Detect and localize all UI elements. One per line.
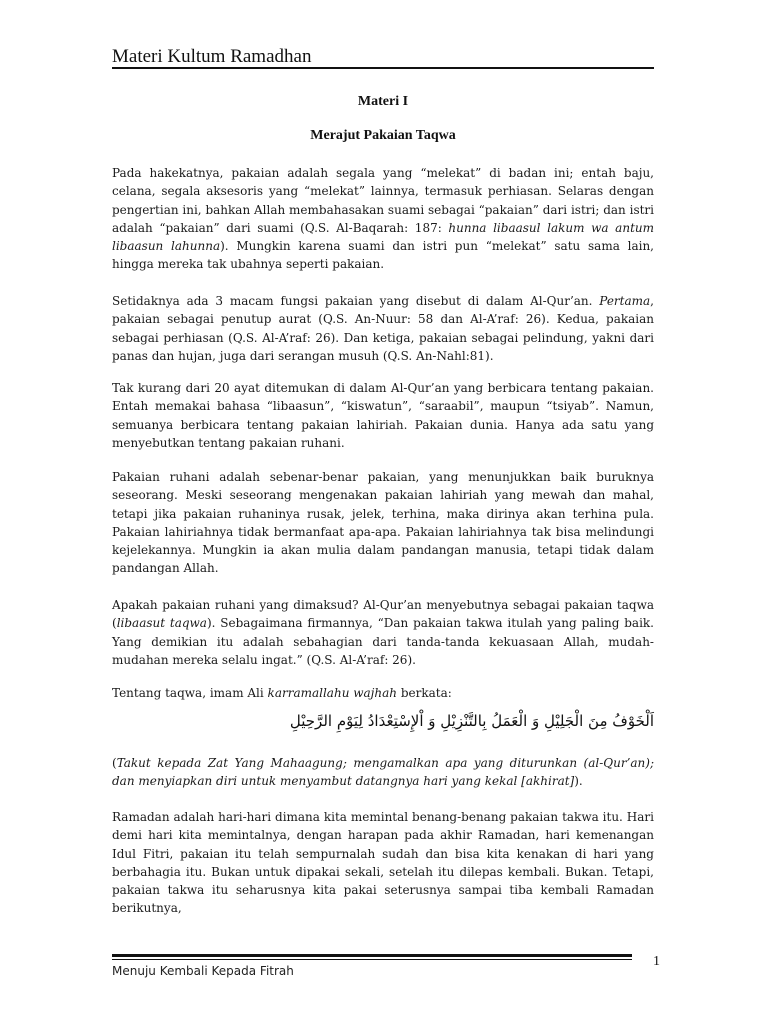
paragraph-2-text-a: Setidaknya ada 3 macam fungsi pakaian yang disebut di dalam Al-Qur’an. <box>112 294 600 308</box>
document-subtitle: Merajut Pakaian Taqwa <box>310 128 456 143</box>
paragraph-5-text-a: Apakah pakaian ruhani yang dimaksud? Al-Qur’an menyebutnya sebagai pakaian taqwa ( <box>112 598 654 631</box>
footer-text: Menuju Kembali Kepada Fitrah <box>112 964 294 978</box>
paragraph-7-italic: Takut kepada Zat Yang Mahaagung; mengamalkan apa yang diturunkan (al-Qur’an); dan menyiapkan diri untuk menyambut datangnya hari yang kekal [akhirat] <box>112 756 654 789</box>
paragraph-1 <box>112 164 654 274</box>
document-title: Materi I <box>357 94 409 109</box>
paragraph-4: Pakaian ruhani adalah sebenar-benar pakaian, yang menunjukkan baik buruknya seseorang. Meski seseorang mengenakan pakaian lahiriah yang mewah dan mahal, tetapi jika pakaian ruhaninya rusak, jelek, terhina, maka dirinya akan terhina pula. Pakaian lahiriahnya tidak bermanfaat apa-apa. Pakaian lahiriahnya tak bisa melindungi kejelekannya. Mungkin ia akan mulia dalam pandangan manusia, tetapi tidak dalam pandangan Allah. <box>112 470 654 576</box>
paragraph-1-text-b: ). Mungkin karena suami dan istri pun “melekat” satu sama lain, hingga mereka tak ubahnya seperti pakaian. <box>112 239 654 272</box>
paragraph-6-text-b: berkata: <box>397 686 452 700</box>
header-title: Materi Kultum Ramadhan <box>112 46 312 67</box>
paragraph-2-text-b: , pakaian sebagai penutup aurat (Q.S. An-Nuur: 58 dan Al-A’raf: 26). Kedua, pakaian sebagai perhiasan (Q.S. Al-A’raf: 26). Dan ketiga, pakaian sebagai pelindung, yakni dari panas dan hujan, juga dari serangan musuh (Q.S. An-Nahl:81). <box>112 294 654 363</box>
paragraph-7-text-a: ( <box>112 756 117 770</box>
paragraph-3: Tak kurang dari 20 ayat ditemukan di dalam Al-Qur’an yang berbicara tentang pakaian. Entah memakai bahasa “libaasun”, “kiswatun”, “saraabil”, maupun “tsiyab”. Namun, semuanya berbicara tentang pakaian lahiriah. Pakaian dunia. Hanya ada satu yang menyebutkan tentang pakaian ruhani. <box>112 381 654 450</box>
paragraph-1-italic: hunna libaasul lakum wa antum libaasun lahunna <box>112 220 654 254</box>
page-number: 1 <box>653 954 660 969</box>
paragraph-7-translation <box>112 754 654 791</box>
header-rule <box>112 67 654 69</box>
paragraph-5-italic: libaasut taqwa <box>116 616 207 631</box>
paragraph-6-italic: karramallahu wajhah <box>267 686 397 700</box>
paragraph-5 <box>112 596 654 669</box>
paragraph-5-text-b: ). Sebagaimana firmannya, “Dan pakaian takwa itulah yang paling baik. Yang demikian itu adalah sebahagian dari tanda-tanda kekuasaan Allah, mudah-mudahan mereka selalu ingat.” (Q.S. Al-A’raf: 26). <box>112 616 654 667</box>
paragraph-6-text-a: Tentang taqwa, imam Ali <box>112 686 268 700</box>
paragraph-2 <box>112 292 654 365</box>
paragraph-7-text-b: ). <box>574 774 583 789</box>
arabic-quote: اَلْخَوْفُ مِنَ الْجَلِيْلِ وَ الْعَمَلُ بِالتَّنْزِيْلِ وَ اْلإِسْتِعْدَادُ لِيَوْمِ الرَّحِيْلِ <box>289 712 654 730</box>
footer-rule-thin <box>112 959 632 960</box>
paragraph-1-text-a: Pada hakekatnya, pakaian adalah segala yang “melekat” di badan ini; entah baju, celana, segala aksesoris yang “melekat” lainnya, termasuk perhiasan. Selaras dengan pengertian ini, bahkan Allah membahasakan suami sebagai “pakaian” dari istri; dan istri adalah “pakaian” dari suami (Q.S. Al-Baqarah: 187: <box>112 166 654 235</box>
paragraph-8: Ramadan adalah hari-hari dimana kita memintal benang-benang pakaian takwa itu. Hari demi hari kita memintalnya, dengan harapan pada akhir Ramadan, hari kemenangan Idul Fitri, pakaian itu telah sempurnalah sudah dan bisa kita kenakan di hari yang berbahagia itu. Bukan untuk dipakai sekali, setelah itu dilepas kembali. Bukan. Tetapi, pakaian takwa itu seharusnya kita pakai seterusnya sampai tiba kembali Ramadan berikutnya, <box>112 810 654 916</box>
footer-rule-thick <box>112 954 632 957</box>
paragraph-2-italic: Pertama <box>599 294 651 308</box>
paragraph-6 <box>112 684 654 702</box>
